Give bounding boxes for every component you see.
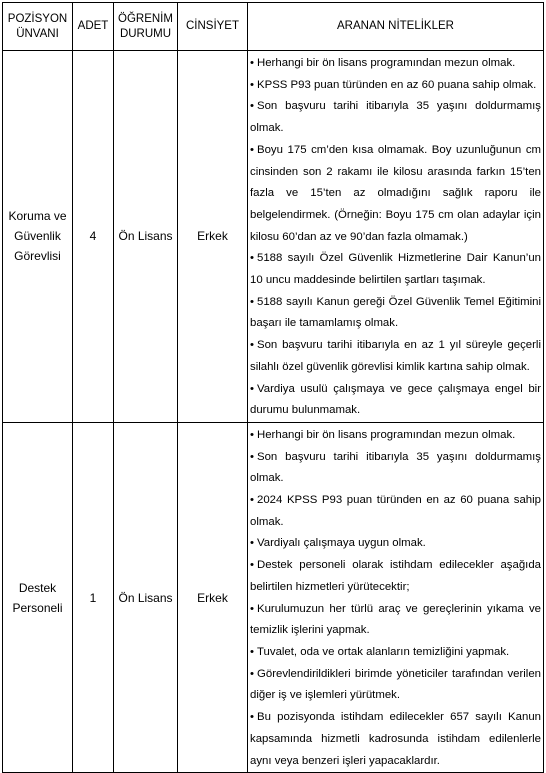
position-line: Personeli [12,600,63,615]
requirement-item [250,96,541,139]
header-education-line-1: ÖĞRENİM [118,12,173,25]
requirement-item [250,292,541,335]
bullet-icon: • [250,100,254,113]
requirement-item [250,447,541,490]
bullet-icon: • [250,559,254,572]
bullet-icon: • [250,382,254,395]
position-line: Güvenlik [14,229,61,244]
bullet-icon: • [250,494,254,507]
requirement-text: 2024 KPSS P93 puan türünden en az 60 puana sahip olmak. [250,494,541,528]
header-position [3,3,73,51]
requirement-text: Destek personeli olarak istihdam edilecekler aşağıda belirtilen hizmetleri yürütecektir; [250,559,541,593]
table-header-row [3,3,544,51]
requirement-item [250,555,541,598]
position-line: Destek [18,580,57,595]
requirement-item [250,335,541,378]
requirement-item [250,533,541,555]
bullet-icon: • [250,667,254,680]
requirement-item [250,140,541,249]
requirement-text: Son başvuru tarihi itibarıyla 35 yaşını doldurmamış olmak. [250,100,541,135]
cell-requirements [248,51,544,423]
bullet-icon: • [250,450,254,463]
requirement-text: Tuvalet, oda ve ortak alanların temizliğini yapmak. [257,645,510,658]
header-education-line-2: DURUMU [119,27,172,40]
requirement-item [250,490,541,533]
header-position-line-1: POZİSYON [7,12,68,25]
requirement-text: Son başvuru tarihi itibarıyla 35 yaşını doldurmamış olmak. [250,450,541,485]
bullet-icon: • [250,143,254,156]
table-row [3,422,544,772]
cell-requirements [248,422,544,772]
header-gender: CİNSİYET [178,3,248,51]
job-positions-table [2,2,544,773]
bullet-icon: • [250,645,254,658]
cell-education: Ön Lisans [114,51,178,423]
requirement-text: Kurulumuzun her türlü araç ve gereçlerinin yıkama ve temizlik işlerini yapmak. [250,602,541,637]
requirement-item [250,425,541,447]
requirement-item [250,379,541,422]
cell-gender: Erkek [178,422,248,772]
bullet-icon: • [250,428,254,441]
requirement-text: Vardiya usulü çalışmaya ve gece çalışmaya engel bir durumu bulunmamak. [250,382,541,417]
bullet-icon: • [250,78,254,91]
position-line: Görevlisi [14,249,61,264]
bullet-icon: • [250,252,254,265]
header-count: ADET [73,3,114,51]
requirement-text: Görevlendirildikleri birimde yöneticiler tarafından verilen diğer iş ve işlemleri yürütmek. [250,667,541,702]
position-line: Koruma ve [8,209,67,224]
cell-education: Ön Lisans [114,422,178,772]
requirement-text: Bu pozisyonda istihdam edilecekler 657 sayılı Kanun kapsamında hizmetli kadrosunda istihdam edilenlerle aynı veya benzeri işleri yapacaklardır. [250,711,541,767]
header-position-line-2: ÜNVANI [16,27,59,40]
requirement-text: Vardiyalı çalışmaya uygun olmak. [257,537,426,550]
bullet-icon: • [250,295,254,308]
bullet-icon: • [250,602,254,615]
requirement-item [250,248,541,291]
requirement-item [250,599,541,642]
cell-count: 4 [73,51,114,423]
requirement-text: Herhangi bir ön lisans programından mezun olmak. [257,428,516,441]
requirement-text: Boyu 175 cm’den kısa olmamak. Boy uzunluğunun cm cinsinden son 2 rakamı ile kilosu arasında farkın 15’ten fazla ve 15’ten az olmadığını sağlık raporu ile belgelendirmek. (Örneğin: Boyu 175 cm olan adaylar için kilosu 60’dan az ve 90’dan fazla olmamak.) [250,143,541,243]
requirement-text: 5188 sayılı Özel Güvenlik Hizmetlerine Dair Kanun’un 10 uncu maddesinde belirtilen şartları taşımak. [250,252,541,287]
cell-position [3,51,73,423]
cell-count: 1 [73,422,114,772]
requirement-text: Son başvuru tarihi itibarıyla en az 1 yıl süreyle geçerli silahlı özel güvenlik görevlisi kimlik kartına sahip olmak. [250,339,541,373]
bullet-icon: • [250,537,254,550]
bullet-icon: • [250,57,254,69]
requirement-text: 5188 sayılı Kanun gereği Özel Güvenlik Temel Eğitimini başarı ile tamamlamış olmak. [250,295,541,330]
requirement-text: KPSS P93 puan türünden en az 60 puana sahip olmak. [257,78,537,91]
requirement-item [250,707,541,772]
requirement-item [250,642,541,664]
bullet-icon: • [250,339,254,352]
requirement-item [250,664,541,707]
cell-gender: Erkek [178,51,248,423]
bullet-icon: • [250,711,254,724]
header-education [114,3,178,51]
requirement-text: Herhangi bir ön lisans programından mezun olmak. [257,57,516,69]
requirement-item [250,53,541,75]
requirement-item [250,75,541,97]
cell-position [3,422,73,772]
header-requirements: ARANAN NİTELİKLER [248,3,544,51]
table-row [3,51,544,423]
